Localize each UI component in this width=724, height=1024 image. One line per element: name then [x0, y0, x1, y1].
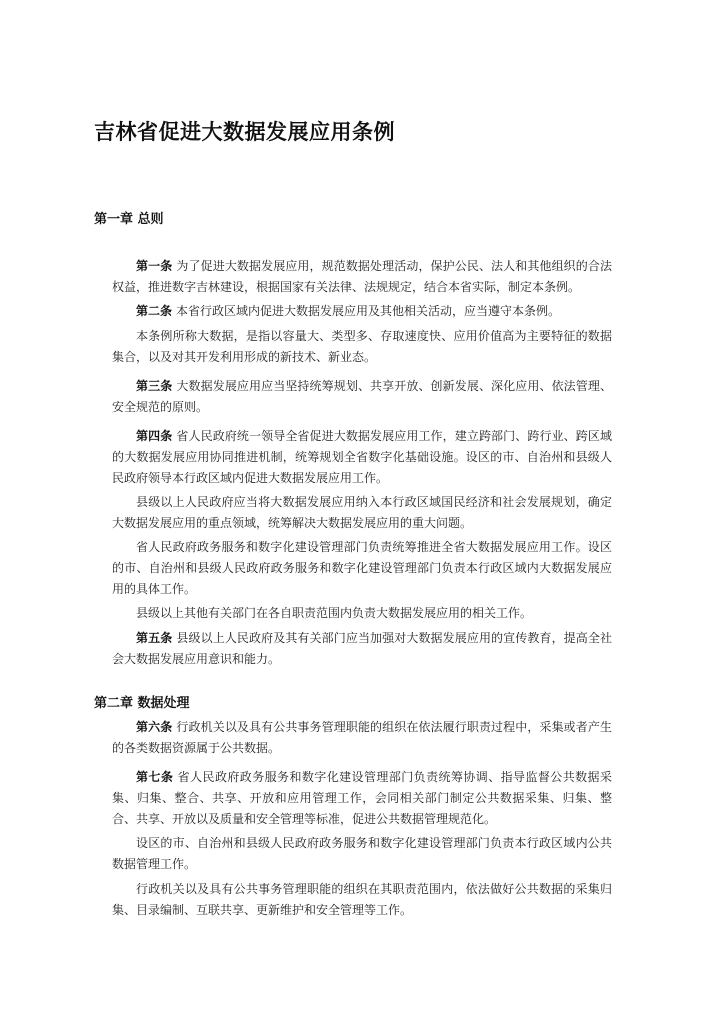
article-paragraph	[112, 256, 612, 298]
article-paragraph	[112, 301, 612, 322]
paragraph: 省人民政府政务服务和数字化建设管理部门负责统筹推进全省大数据发展应用工作。设区的市、自治州和县级人民政府政务服务和数字化建设管理部门负责本行政区域内大数据发展应用的具体工作。	[112, 540, 612, 596]
article-label: 第一条	[136, 259, 173, 273]
article-text: 本省行政区域内促进大数据发展应用及其他相关活动，应当遵守本条例。	[176, 304, 561, 318]
document-title: 吉林省促进大数据发展应用条例	[94, 120, 395, 144]
article-text: 县级以上人民政府及其有关部门应当加强对大数据发展应用的宣传教育，提高全社会大数据发展应用意识和能力。	[112, 631, 612, 666]
article-label: 第五条	[136, 631, 173, 645]
article-label: 第二条	[136, 304, 173, 318]
article-paragraph	[112, 628, 612, 670]
chapter-heading: 第一章 总则	[94, 212, 164, 227]
article-text: 省人民政府政务服务和数字化建设管理部门负责统筹协调、指导监督公共数据采集、归集、整合、共享、开放和应用管理工作，会同相关部门制定公共数据采集、归集、整合、共享、开放以及质量和安全管理等标准，促进公共数据管理规范化。	[112, 770, 612, 826]
paragraph: 县级以上人民政府应当将大数据发展应用纳入本行政区域国民经济和社会发展规划，确定大数据发展应用的重点领域，统筹解决大数据发展应用的重大问题。	[112, 495, 612, 530]
article-paragraph	[112, 767, 612, 830]
chapter-heading: 第二章 数据处理	[94, 696, 190, 711]
article-label: 第三条	[136, 379, 173, 393]
article-text: 省人民政府统一领导全省促进大数据发展应用工作，建立跨部门、跨行业、跨区域的大数据发展应用协同推进机制，统筹规划全省数字化基础设施。设区的市、自治州和县级人民政府领导本行政区域内促进大数据发展应用工作。	[112, 429, 612, 485]
article-paragraph	[112, 376, 612, 418]
paragraph: 县级以上其他有关部门在各自职责范围内负责大数据发展应用的相关工作。	[136, 606, 533, 620]
article-paragraph	[112, 717, 612, 759]
article-paragraph	[112, 426, 612, 489]
article-text: 大数据发展应用应当坚持统筹规划、共享开放、创新发展、深化应用、依法管理、安全规范的原则。	[112, 379, 612, 414]
article-label: 第六条	[136, 720, 173, 734]
paragraph: 本条例所称大数据，是指以容量大、类型多、存取速度快、应用价值高为主要特征的数据集合，以及对其开发利用形成的新技术、新业态。	[112, 329, 612, 364]
paragraph: 行政机关以及具有公共事务管理职能的组织在其职责范围内，依法做好公共数据的采集归集、目录编制、互联共享、更新维护和安全管理等工作。	[112, 882, 612, 917]
article-label: 第四条	[136, 429, 173, 443]
paragraph: 设区的市、自治州和县级人民政府政务服务和数字化建设管理部门负责本行政区域内公共数据管理工作。	[112, 836, 612, 871]
article-label: 第七条	[136, 770, 174, 784]
article-text: 为了促进大数据发展应用，规范数据处理活动，保护公民、法人和其他组织的合法权益，推进数字吉林建设，根据国家有关法律、法规规定，结合本省实际，制定本条例。	[112, 259, 612, 294]
article-text: 行政机关以及具有公共事务管理职能的组织在依法履行职责过程中，采集或者产生的各类数据资源属于公共数据。	[112, 720, 612, 755]
